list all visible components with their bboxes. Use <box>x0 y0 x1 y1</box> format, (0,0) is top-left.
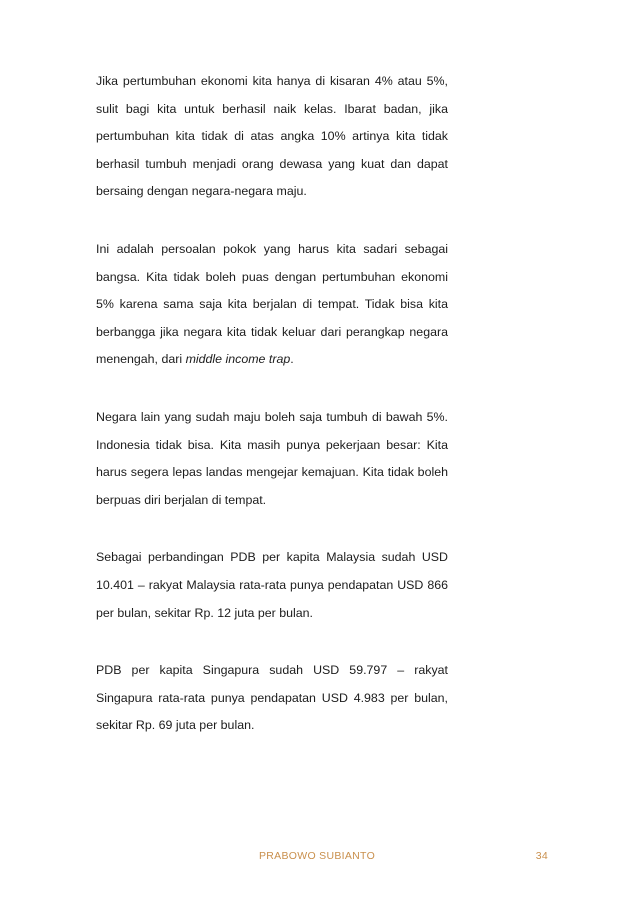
page-number: 34 <box>535 850 548 862</box>
paragraph-text-end: . <box>290 352 294 367</box>
paragraph-singapore-comparison: PDB per kapita Singapura sudah USD 59.797 – rakyat Singapura rata-rata punya pendapatan USD 4.983 per bulan, sekitar Rp. 69 juta per bulan. <box>96 663 448 733</box>
paragraph-growth-class: Jika pertumbuhan ekonomi kita hanya di kisaran 4% atau 5%, sulit bagi kita untuk berhasil naik kelas. Ibarat badan, jika pertumbuhan kita tidak di atas angka 10% artinya kita tidak berhasil tumbuh menjadi orang dewasa yang kuat dan dapat bersaing dengan negara-negara maju. <box>96 74 448 199</box>
italic-term: middle income trap <box>185 352 291 367</box>
paragraph-middle-income-trap <box>96 236 448 374</box>
footer-author: PRABOWO SUBIANTO <box>259 850 376 862</box>
page-body <box>96 68 448 770</box>
paragraph-indonesia-cannot: Negara lain yang sudah maju boleh saja tumbuh di bawah 5%. Indonesia tidak bisa. Kita masih punya pekerjaan besar: Kita harus segera lepas landas mengejar kemajuan. Kita tidak boleh berpuas diri berjalan di tempat. <box>96 409 448 507</box>
page-footer <box>0 850 638 866</box>
paragraph-malaysia-comparison: Sebagai perbandingan PDB per kapita Malaysia sudah USD 10.401 – rakyat Malaysia rata-rata punya pendapatan USD 866 per bulan, sekitar Rp. 12 juta per bulan. <box>96 550 448 620</box>
paragraph-text: Ini adalah persoalan pokok yang harus kita sadari sebagai bangsa. Kita tidak boleh puas dengan pertumbuhan ekonomi 5% karena sama saja kita berjalan di tempat. Tidak bisa kita berbangga jika negara kita tidak keluar dari perangkap negara menengah, dari <box>96 241 448 367</box>
